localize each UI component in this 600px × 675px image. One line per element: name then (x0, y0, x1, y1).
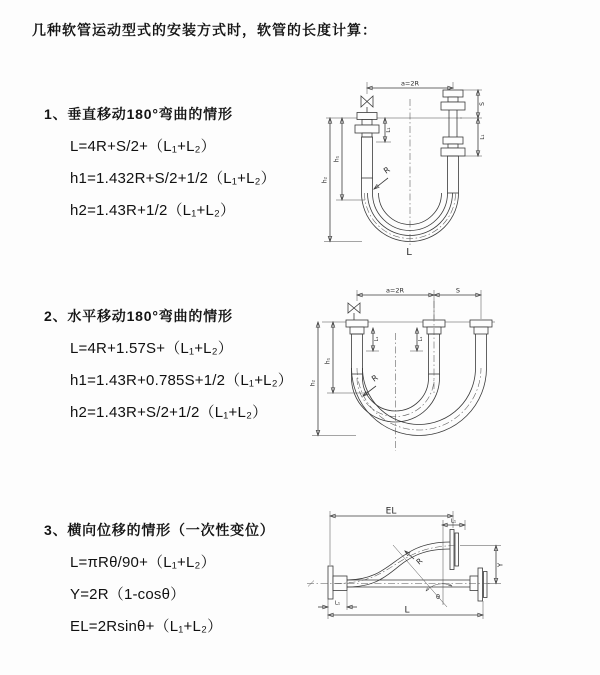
flange-length-label: L₁ (386, 127, 392, 133)
dimension-flange-length-bottom (318, 591, 357, 610)
effective-length-label: EL (385, 506, 397, 517)
flange-length-label: L₁ (480, 134, 486, 140)
formula-line: h2=1.43R+1/2（L₁+L₂） (70, 202, 236, 219)
h-outer-label: h₂ (321, 176, 329, 184)
valve-icon (348, 303, 360, 320)
section-lateral-displacement (44, 520, 275, 636)
dimension-angle (426, 584, 452, 601)
flange-upper (450, 530, 459, 570)
h-outer-label: h₂ (310, 379, 317, 387)
radius-label: R (414, 556, 425, 567)
formula-line: Y=2R（1-cosθ） (70, 586, 186, 603)
diagram-lateral-displacement (295, 503, 600, 648)
flange-fitting-right (470, 320, 492, 334)
flange-length-label: L₁ (374, 336, 380, 342)
formula-line: L=πRθ/90+（L₁+L₂） (70, 554, 216, 571)
diagram-vertical-180-bend (310, 75, 600, 260)
flange-length-label: L₁ (450, 518, 457, 525)
flange-fitting-right (441, 90, 465, 156)
section-vertical-move (44, 104, 276, 220)
section-1-heading: 1、垂直移动180°弯曲的情形 (44, 106, 233, 122)
formula-line: h1=1.43R+0.785S+1/2（L₁+L₂） (70, 372, 293, 389)
formula-line: h2=1.43R+S/2+1/2（L₁+L₂） (70, 404, 268, 421)
flange-length-label: L₁ (418, 336, 424, 342)
braided-hose-middle (429, 334, 440, 374)
braided-hose-left (362, 137, 373, 178)
flange-fitting-left (355, 113, 379, 138)
length-label: L (406, 247, 412, 258)
offset-label: Y (496, 562, 505, 568)
formula-line: L=4R+1.57S+（L₁+L₂） (70, 340, 233, 357)
braided-hose-right (448, 156, 459, 193)
radius-label: R (369, 373, 380, 384)
dimension-flange-length-middle (410, 328, 424, 351)
dimension-length (328, 599, 483, 619)
s-label: S (479, 102, 486, 106)
section-3-heading: 3、横向位移的情形（一次性变位） (44, 522, 275, 538)
h-inner-label: h₁ (324, 357, 332, 365)
formula-line: h1=1.432R+S/2+1/2（L₁+L₂） (70, 170, 276, 187)
section-2-heading: 2、水平移动180°弯曲的情形 (44, 308, 233, 324)
flange-left (328, 566, 347, 599)
dimension-radius (374, 165, 392, 189)
formula-line: EL=2Rsinθ+（L₁+L₂） (70, 618, 223, 635)
section-horizontal-move (44, 306, 293, 422)
diagram-horizontal-180-bend (310, 283, 600, 463)
flange-fitting-left (346, 320, 368, 334)
formula-line: L=4R+S/2+（L₁+L₂） (70, 138, 216, 155)
dimension-width-label: a=2R (400, 79, 420, 88)
dimension-shift-label: S (455, 286, 461, 295)
h-inner-label: h₁ (333, 155, 341, 163)
dimension-width (357, 287, 481, 320)
page-title: 几种软管运动型式的安装方式时，软管的长度计算： (32, 22, 377, 38)
dimension-flange-length-top (442, 519, 465, 531)
length-label: L (404, 605, 410, 616)
flange-length-label: L₁ (334, 600, 341, 607)
dimension-flange-length-left (366, 328, 380, 351)
valve-icon (361, 96, 373, 113)
dimension-width (367, 80, 453, 95)
radius-label: R (381, 165, 392, 176)
dimension-effective-length (330, 507, 453, 566)
dimension-width-label: a=2R (385, 286, 405, 295)
angle-label: θ (436, 593, 440, 601)
